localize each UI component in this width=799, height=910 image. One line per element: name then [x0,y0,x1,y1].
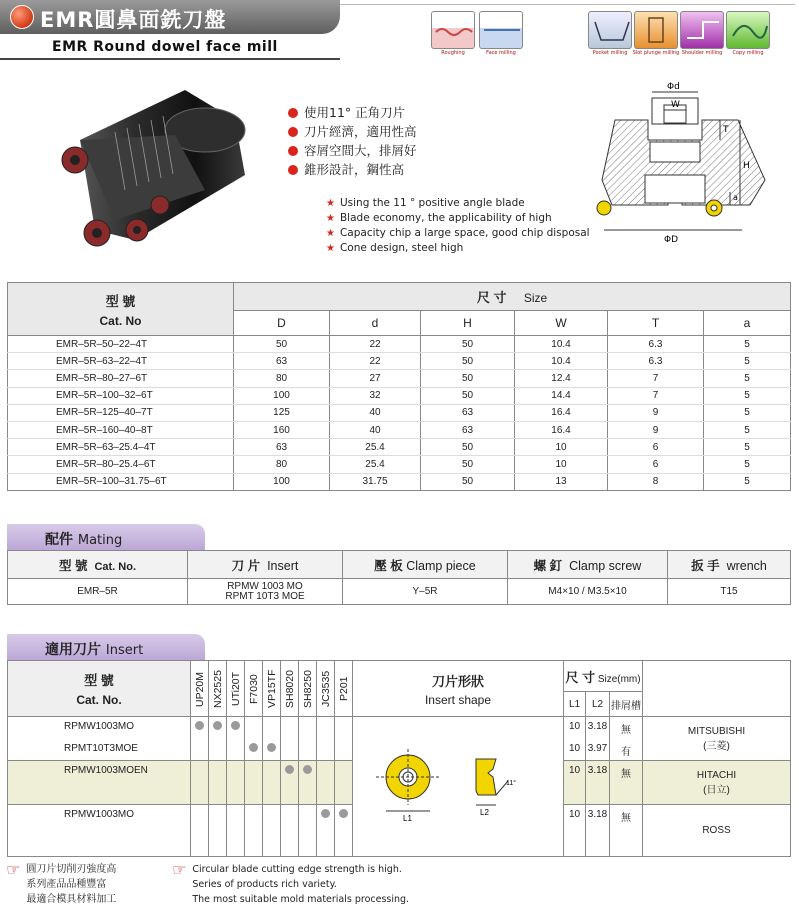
grade-cell [281,717,299,739]
grade-cell [227,739,245,761]
grade-cell [299,717,317,739]
chip-groove-cell: 無 [610,717,643,739]
cat-no-cell: EMR–5R–125–40–7T [8,404,234,421]
cat-no-header: 型 號 Cat. No [8,283,234,336]
size-col-chip: 排屑槽 [610,692,643,717]
table-row [8,421,791,438]
cat-no-cell: EMR–5R–100–31.75–6T [8,473,234,490]
table-row [8,404,791,421]
size-cell: 63 [234,439,330,456]
star-icon: ★ [326,243,335,254]
mating-wrench: T15 [668,579,791,605]
grade-cell [191,805,209,857]
dim-t: T [723,125,729,135]
size-cell: 31.75 [330,473,421,490]
size-cell: 9 [608,421,704,438]
mating-header: 壓 板 Clamp piece [343,551,508,579]
size-cell: 50 [421,439,515,456]
chip-groove-cell: 無 [610,805,643,857]
grade-cell [227,761,245,805]
feature-item: 錐形設計，鋼性高 [288,160,417,179]
insert-cat-cell: RPMW1003MO [8,717,191,739]
grade-cell [335,717,353,739]
grade-cell [263,761,281,805]
copy-milling-icon [726,11,770,49]
grade-cell [335,805,353,857]
feature-list-cn [288,103,417,179]
size-cell: 10.4 [515,353,608,370]
size-cell: 50 [421,456,515,473]
mating-clamp: Y–5R [343,579,508,605]
grade-cell [281,805,299,857]
size-cell: 50 [421,387,515,404]
star-icon: ★ [326,198,335,209]
table-row [8,439,791,456]
table-row [8,387,791,404]
shape-label-angle: 11° [506,780,517,787]
availability-dot-icon [213,721,222,730]
feature-item: 容屑空間大，排屑好 [288,141,417,160]
size-cell: 22 [330,353,421,370]
insert-shape-cell [353,717,564,857]
mating-header: 刀 片 Insert [188,551,343,579]
op-label-pocket-milling: Pocket milling [592,50,628,56]
star-icon: ★ [326,213,335,224]
grade-cell [317,717,335,739]
col-header: d [330,311,421,336]
l1-cell: 10 [564,761,586,805]
grade-header: UTi20T [227,661,245,717]
dim-a: a [733,193,738,202]
size-cell: 50 [421,353,515,370]
pointing-hand-icon: ☞ [172,860,187,879]
pocket-milling-icon [588,11,632,49]
maker-cell: MITSUBISHI (三菱) [643,717,791,761]
slot-plunge-icon [634,11,678,49]
availability-dot-icon [249,743,258,752]
size-cell: 8 [608,473,704,490]
grade-cell [209,805,227,857]
dim-h: H [743,161,750,171]
insert-section-tab: 適用刀片 Insert [7,634,205,660]
size-cell: 100 [234,387,330,404]
grade-header: JC3535 [317,661,335,717]
availability-dot-icon [267,743,276,752]
l2-cell: 3.97 [586,739,610,761]
size-cell: 80 [234,370,330,387]
size-cell: 50 [421,370,515,387]
size-cell: 6 [608,439,704,456]
size-cell: 50 [234,336,330,353]
grade-cell [299,805,317,857]
mating-header: 扳 手 wrench [668,551,791,579]
size-cell: 25.4 [330,439,421,456]
mating-cat: EMR–5R [8,579,188,605]
bullet-icon [288,127,298,137]
insert-row [8,717,791,739]
availability-dot-icon [231,721,240,730]
size-cell: 7 [608,370,704,387]
l2-cell: 3.18 [586,805,610,857]
dim-phi-D: ΦD [664,235,679,245]
feature-item-en: ★ Capacity chip a large space, good chip disposal [326,227,590,239]
size-cell: 125 [234,404,330,421]
cat-no-cell: EMR–5R–80–25.4–6T [8,456,234,473]
table-row [8,456,791,473]
maker-cell: HITACHI (日立) [643,761,791,805]
op-label-roughing: Roughing [441,50,465,56]
size-cell: 27 [330,370,421,387]
size-cell: 10 [515,456,608,473]
shape-label-l2: L2 [480,808,489,817]
dim-phi-d: Φd [667,82,680,92]
size-cell: 40 [330,421,421,438]
op-label-copy-milling: Copy milling [732,50,764,56]
roughing-icon [431,11,475,49]
star-icon: ★ [326,228,335,239]
cat-no-cell: EMR–5R–100–32–6T [8,387,234,404]
grade-cell [227,717,245,739]
header-rule [340,4,795,5]
size-cell: 6.3 [608,353,704,370]
col-header: a [704,311,791,336]
table-row [8,473,791,490]
size-cell: 5 [704,336,791,353]
size-header: 尺 寸 Size [234,283,791,311]
maker-header [643,661,791,717]
size-cell: 6.3 [608,336,704,353]
insert-shape-header: 刀片形狀 Insert shape [353,661,564,717]
size-cell: 10.4 [515,336,608,353]
grade-header: VP15TF [263,661,281,717]
insert-cat-header: 型 號 Cat. No. [8,661,191,717]
col-header: T [608,311,704,336]
size-cell: 22 [330,336,421,353]
size-cell: 13 [515,473,608,490]
availability-dot-icon [321,809,330,818]
grade-cell [245,761,263,805]
header-divider [0,58,340,60]
mating-header: 型 號 Cat. No. [8,551,188,579]
grade-cell [209,739,227,761]
table-row [8,370,791,387]
insert-cat-cell: RPMW1003MOEN [8,761,191,805]
insert-table [7,660,791,857]
grade-header: P201 [335,661,353,717]
cat-no-cell: EMR–5R–80–27–6T [8,370,234,387]
page-subtitle: EMR Round dowel face mill [52,39,278,55]
grade-cell [191,761,209,805]
op-label-slot-plunge: Slot plunge milling [632,50,680,56]
size-cell: 5 [704,353,791,370]
size-cell: 40 [330,404,421,421]
size-cell: 12.4 [515,370,608,387]
size-cell: 5 [704,439,791,456]
grade-cell [263,717,281,739]
size-cell: 32 [330,387,421,404]
grade-header: F7030 [245,661,263,717]
page-title: EMR圓鼻面銑刀盤 [40,8,227,32]
size-cell: 63 [234,353,330,370]
grade-cell [299,739,317,761]
col-header: H [421,311,515,336]
feature-item: 使用11° 正角刀片 [288,103,417,122]
mating-section-tab: 配件 Mating [7,524,205,550]
mating-header: 螺 釘 Clamp screw [508,551,668,579]
feature-item-en: ★ Cone design, steel high [326,242,464,254]
grade-cell [245,805,263,857]
mating-table [7,550,791,605]
grade-cell [209,717,227,739]
size-cell: 25.4 [330,456,421,473]
size-col-l2: L2 [586,692,610,717]
grade-cell [191,717,209,739]
feature-item-en: ★ Blade economy, the applicability of high [326,212,552,224]
size-cell: 5 [704,473,791,490]
col-header: W [515,311,608,336]
size-cell: 5 [704,421,791,438]
chip-groove-cell: 無 [610,761,643,805]
size-cell: 100 [234,473,330,490]
grade-cell [209,761,227,805]
size-cell: 5 [704,456,791,473]
grade-cell [317,805,335,857]
grade-cell [281,761,299,805]
cat-no-cell: EMR–5R–63–25.4–4T [8,439,234,456]
insert-cat-cell: RPMW1003MO [8,805,191,857]
table-row [8,353,791,370]
shape-label-l1: L1 [403,814,412,823]
availability-dot-icon [303,765,312,774]
size-cell: 14.4 [515,387,608,404]
size-table [7,282,791,491]
size-cell: 16.4 [515,404,608,421]
feature-list-en [326,196,590,256]
grade-cell [281,739,299,761]
grade-cell [227,805,245,857]
mating-insert: RPMW 1003 MO RPMT 10T3 MOE [188,579,343,605]
cross-section-diagram [590,80,795,250]
grade-cell [335,761,353,805]
insert-side-view-icon [476,759,496,795]
op-label-face-milling: Face milling [486,50,516,56]
grade-cell [191,739,209,761]
grade-cell [245,739,263,761]
l2-cell: 3.18 [586,717,610,739]
op-label-shoulder-milling: Shoulder milling [681,50,723,56]
size-cell: 5 [704,370,791,387]
insert-size-header: 尺 寸 Size(mm) [564,661,643,692]
grade-cell [335,739,353,761]
grade-header: SH8250 [299,661,317,717]
size-cell: 6 [608,456,704,473]
shoulder-milling-icon [680,11,724,49]
cat-no-cell: EMR–5R–63–22–4T [8,353,234,370]
mating-screw: M4×10 / M3.5×10 [508,579,668,605]
grade-cell [317,739,335,761]
grade-header: SH8020 [281,661,299,717]
l1-cell: 10 [564,717,586,739]
table-row [8,336,791,353]
pointing-hand-icon: ☞ [6,860,21,879]
maker-cell: ROSS [643,805,791,857]
grade-cell [263,805,281,857]
availability-dot-icon [339,809,348,818]
size-cell: 63 [421,421,515,438]
l1-cell: 10 [564,805,586,857]
cat-no-cell: EMR–5R–50–22–4T [8,336,234,353]
availability-dot-icon [285,765,294,774]
bullet-icon [288,165,298,175]
feature-item: 刀片經濟，適用性高 [288,122,417,141]
insert-cat-cell: RPMT10T3MOE [8,739,191,761]
feature-item-en: ★ Using the 11 ° positive angle blade [326,197,525,209]
size-cell: 5 [704,387,791,404]
size-cell: 5 [704,404,791,421]
chip-groove-cell: 有 [610,739,643,761]
dim-w: W [671,100,680,110]
face-mill-tool-image [55,80,255,260]
l2-cell: 3.18 [586,761,610,805]
face-milling-icon [479,11,523,49]
cat-no-cell: EMR–5R–160–40–8T [8,421,234,438]
grade-cell [263,739,281,761]
l1-cell: 10 [564,739,586,761]
size-cell: 80 [234,456,330,473]
title-bullet-icon [10,5,34,29]
bullet-icon [288,146,298,156]
size-cell: 160 [234,421,330,438]
size-cell: 16.4 [515,421,608,438]
size-cell: 50 [421,473,515,490]
footer-cn: ☞ 圓刀片切削刃強度高 系列產品品種豐富 最適合模具材料加工 [6,860,117,905]
footer-en: ☞ Circular blade cutting edge strength is high. Series of products rich variety. The most suitable mold materials processing. [172,860,410,905]
size-cell: 7 [608,387,704,404]
grade-cell [245,717,263,739]
size-cell: 50 [421,336,515,353]
grade-header: NX2525 [209,661,227,717]
grade-cell [299,761,317,805]
grade-header: UP20M [191,661,209,717]
size-cell: 10 [515,439,608,456]
bullet-icon [288,108,298,118]
availability-dot-icon [195,721,204,730]
size-cell: 63 [421,404,515,421]
col-header: D [234,311,330,336]
grade-cell [317,761,335,805]
size-col-l1: L1 [564,692,586,717]
size-cell: 9 [608,404,704,421]
